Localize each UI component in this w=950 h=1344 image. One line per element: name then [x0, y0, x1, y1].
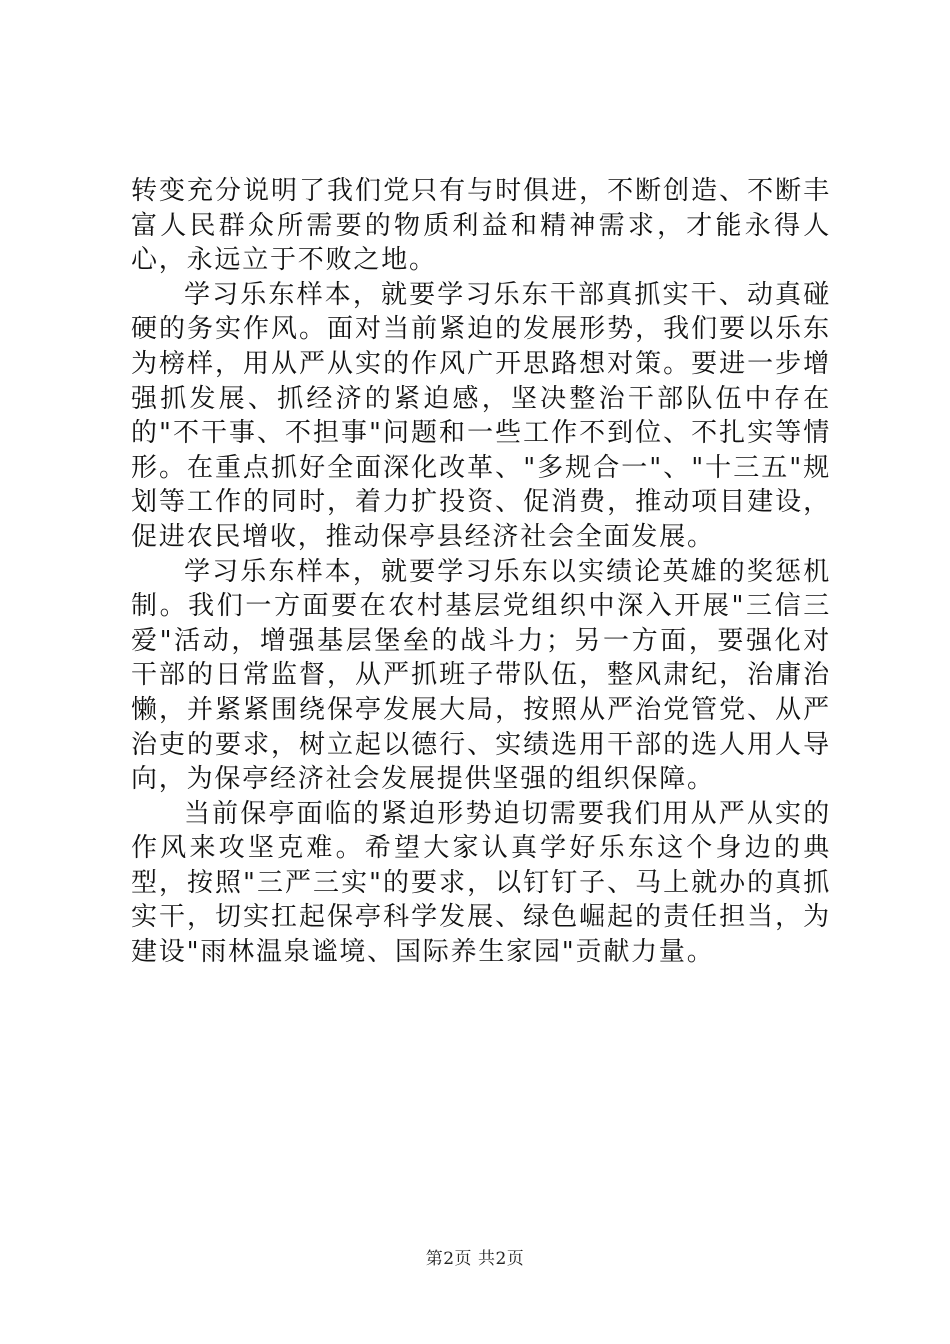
paragraph-3: 学习乐东样本，就要学习乐东以实绩论英雄的奖惩机制。我们一方面要在农村基层党组织中深入开展"三信三爱"活动，增强基层堡垒的战斗力；另一方面，要强化对干部的日常监督，从严抓班子带队伍，整风肃纪，治庸治懒，并紧紧围绕保亭发展大局，按照从严治党管党、从严治吏的要求，树立起以德行、实绩选用干部的选人用人导向，为保亭经济社会发展提供坚强的组织保障。: [131, 556, 831, 795]
paragraph-4: 当前保亭面临的紧迫形势迫切需要我们用从严从实的作风来攻坚克难。希望大家认真学好乐东这个身边的典型，按照"三严三实"的要求，以钉钉子、马上就办的真抓实干，切实扛起保亭科学发展、绿色崛起的责任担当，为建设"雨林温泉谧境、国际养生家园"贡献力量。: [131, 798, 831, 968]
paragraph-1: 转变充分说明了我们党只有与时俱进，不断创造、不断丰富人民群众所需要的物质利益和精神需求，才能永得人心，永远立于不败之地。: [131, 176, 831, 276]
document-body: [131, 174, 831, 970]
page-number-footer: 第2页 共2页: [425, 1249, 525, 1269]
paragraph-2: 学习乐东样本，就要学习乐东干部真抓实干、动真碰硬的务实作风。面对当前紧迫的发展形势，我们要以乐东为榜样，用从严从实的作风广开思路想对策。要进一步增强抓发展、抓经济的紧迫感，坚决整治干部队伍中存在的"不干事、不担事"问题和一些工作不到位、不扎实等情形。在重点抓好全面深化改革、"多规合一"、"十三五"规划等工作的同时，着力扩投资、促消费，推动项目建设，促进农民增收，推动保亭县经济社会全面发展。: [131, 279, 831, 552]
